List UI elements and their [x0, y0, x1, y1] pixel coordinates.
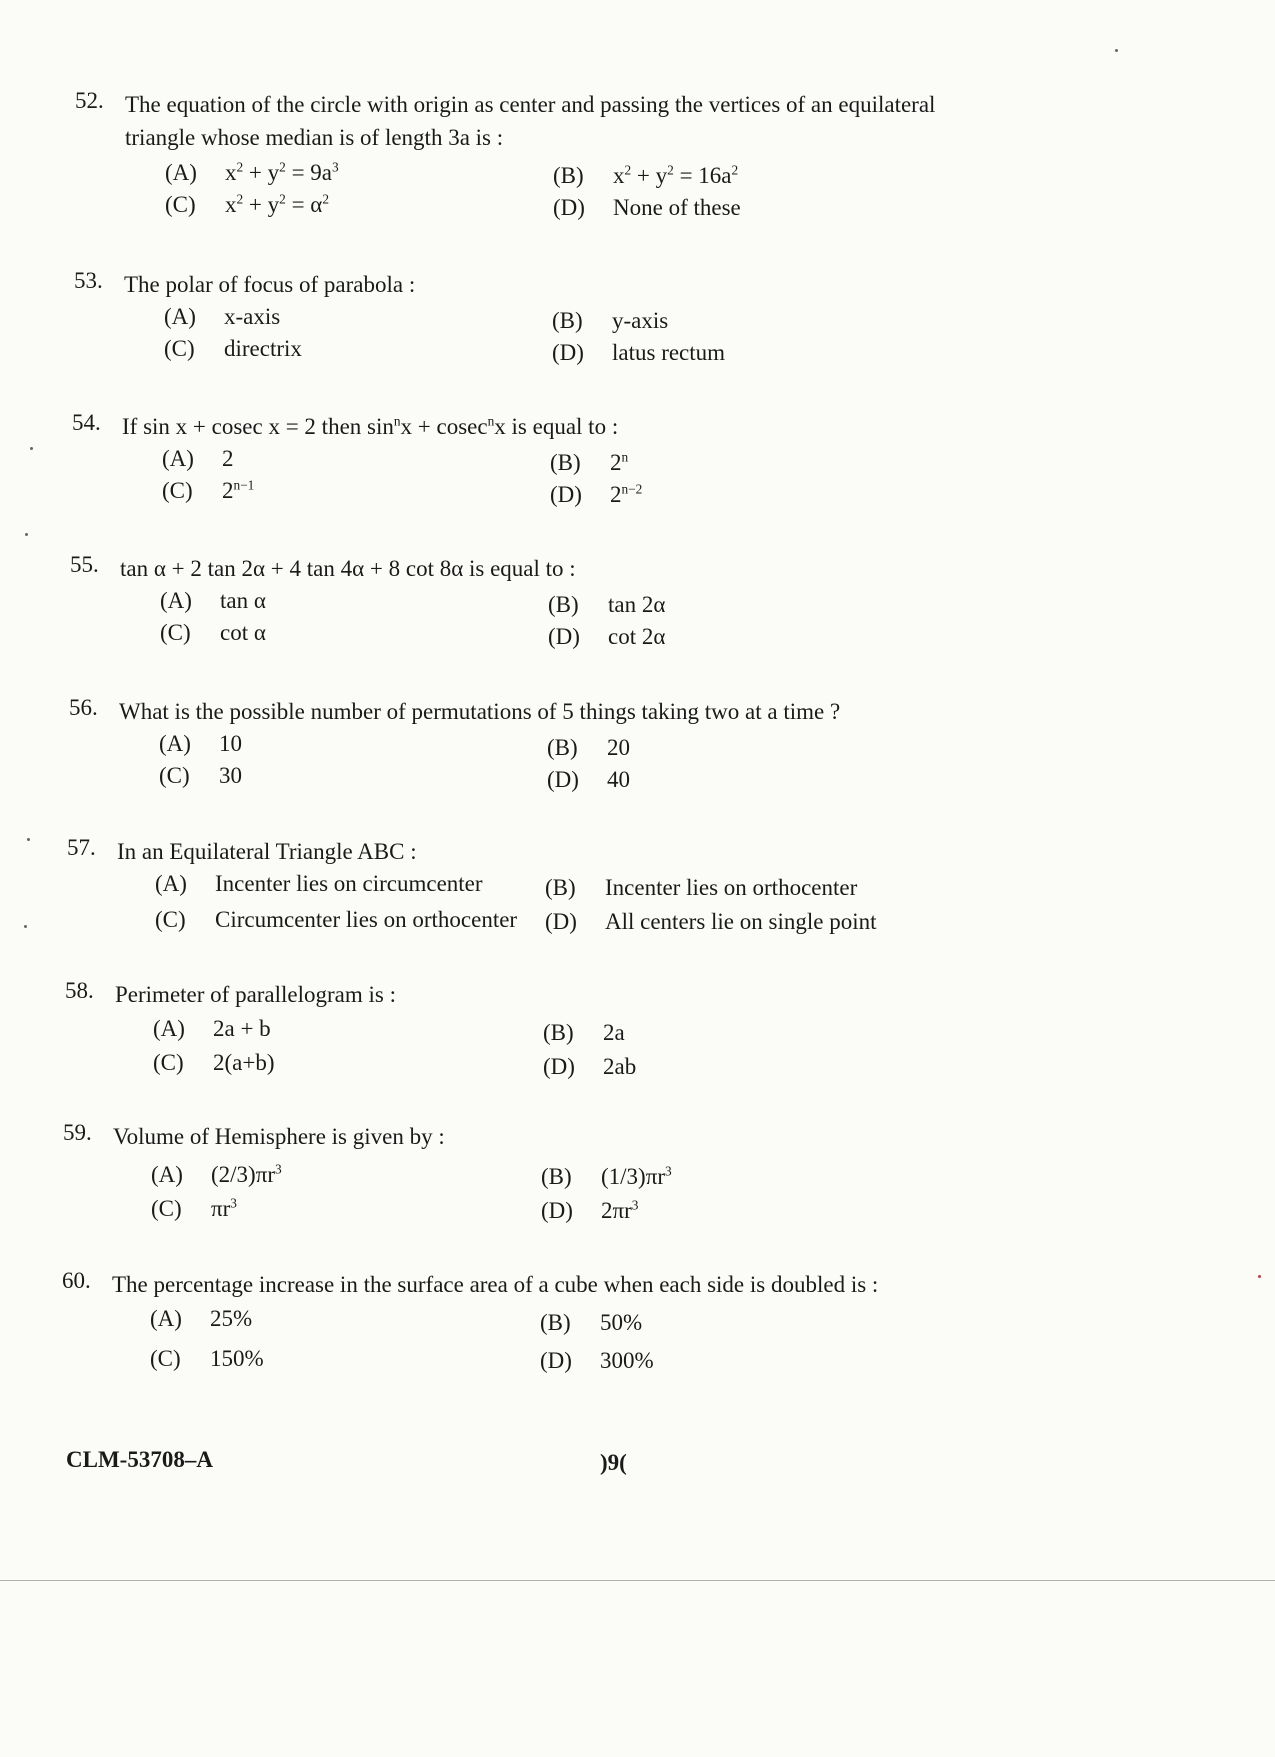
option-b[interactable]	[541, 1164, 672, 1190]
question-text: tan α + 2 tan 2α + 4 tan 4α + 8 cot 8α is equal to :	[120, 556, 576, 581]
option-label: (A)	[155, 871, 187, 896]
option-label: (B)	[547, 735, 578, 760]
question-number: 54.	[72, 410, 101, 435]
option-a[interactable]	[150, 1306, 252, 1332]
option-label: (D)	[543, 1054, 575, 1079]
option-label: (D)	[550, 482, 582, 507]
scan-speck	[25, 533, 28, 536]
question-text: If sin x + cosec x = 2 then $\sin^nx + cosec^nx$ is equal to :	[122, 413, 619, 439]
option-text: 25%	[210, 1306, 253, 1331]
option-text: $x^2 + y^2 = 16a^2$	[613, 162, 739, 188]
question-text: Perimeter of parallelogram is :	[115, 982, 397, 1007]
option-text: y-axis	[612, 308, 669, 333]
option-label: (B)	[541, 1164, 572, 1189]
question-text: Volume of Hemisphere is given by :	[113, 1124, 445, 1149]
option-a[interactable]	[151, 1162, 282, 1188]
option-label: (A)	[165, 160, 197, 185]
question-number: 55.	[70, 552, 99, 577]
option-text: cot α	[220, 620, 266, 645]
option-label: (A)	[160, 588, 192, 613]
question-number: 56.	[69, 695, 98, 720]
option-text: $(2/3)\pi r^3$	[211, 1161, 282, 1187]
option-text: 2(a+b)	[213, 1050, 275, 1075]
option-label: (B)	[540, 1310, 571, 1335]
option-text: 2$^n$	[610, 449, 629, 475]
option-a[interactable]	[164, 304, 280, 330]
question-text: In an Equilateral Triangle ABC :	[117, 839, 417, 864]
option-text: 30	[219, 763, 242, 788]
option-text: 2a + b	[213, 1016, 271, 1041]
scan-speck	[30, 447, 33, 450]
option-label: (A)	[159, 731, 191, 756]
option-text: tan α	[220, 588, 266, 613]
question-number: 60.	[62, 1268, 91, 1293]
option-a[interactable]	[155, 871, 483, 897]
option-d[interactable]	[547, 767, 630, 793]
option-text: Circumcenter lies on orthocenter	[215, 907, 518, 932]
question-number: 59.	[63, 1120, 92, 1145]
question-number: 53.	[74, 268, 103, 293]
option-a[interactable]	[165, 160, 339, 186]
option-text: 40	[607, 767, 630, 792]
option-label: (D)	[541, 1198, 573, 1223]
option-label: (A)	[164, 304, 196, 329]
scan-speck	[1115, 49, 1118, 52]
question-text: The percentage increase in the surface area of a cube when each side is doubled is :	[112, 1272, 879, 1297]
option-label: (B)	[553, 163, 584, 188]
option-c[interactable]	[162, 478, 254, 504]
option-text: 20	[607, 735, 630, 760]
option-b[interactable]	[553, 163, 738, 189]
option-b[interactable]	[547, 735, 630, 761]
option-text: None of these	[613, 195, 741, 220]
option-label: (C)	[151, 1196, 182, 1221]
option-label: (C)	[162, 478, 193, 503]
option-label: (B)	[550, 450, 581, 475]
option-b[interactable]	[540, 1310, 642, 1336]
page-number: )9(	[600, 1450, 627, 1475]
option-text: cot 2α	[608, 624, 666, 649]
scan-speck	[27, 838, 30, 841]
option-label: (C)	[164, 336, 195, 361]
option-b[interactable]	[550, 450, 628, 476]
option-d[interactable]	[541, 1198, 638, 1224]
option-label: (C)	[150, 1346, 181, 1371]
option-text: tan 2α	[608, 592, 666, 617]
question-text: The equation of the circle with origin as center and passing the vertices of an equilateral triangle whose median is of length 3a is :	[125, 92, 936, 150]
option-text: All centers lie on single point	[605, 909, 877, 934]
option-text: Incenter lies on circumcenter	[215, 871, 483, 896]
option-c[interactable]	[150, 1346, 264, 1372]
option-text: 150%	[210, 1346, 264, 1371]
option-label: (A)	[150, 1306, 182, 1331]
option-label: (B)	[543, 1020, 574, 1045]
option-c[interactable]	[159, 763, 242, 789]
option-b[interactable]	[552, 308, 668, 334]
option-label: (B)	[552, 308, 583, 333]
option-d[interactable]	[550, 482, 642, 508]
option-label: (A)	[153, 1016, 185, 1041]
option-text: $x^2 + y^2 = \alpha^2$	[225, 191, 330, 217]
option-d[interactable]	[553, 195, 741, 221]
option-label: (C)	[159, 763, 190, 788]
paper-code: CLM-53708–A	[66, 1447, 213, 1472]
question-number: 52.	[75, 88, 104, 113]
option-label: (D)	[552, 340, 584, 365]
option-label: (C)	[155, 907, 186, 932]
option-label: (D)	[553, 195, 585, 220]
option-label: (A)	[162, 446, 194, 471]
scan-speck	[1258, 1275, 1261, 1278]
option-a[interactable]	[153, 1016, 271, 1042]
question-text: The polar of focus of parabola :	[124, 272, 416, 297]
option-text: Incenter lies on orthocenter	[605, 875, 858, 900]
option-c[interactable]	[151, 1196, 237, 1222]
option-label: (C)	[160, 620, 191, 645]
option-text: $x^2 + y^2 = 9a^3$	[225, 159, 339, 185]
option-text: $2^{n-2}$	[610, 481, 643, 507]
option-d[interactable]	[548, 624, 665, 650]
option-c[interactable]	[160, 620, 266, 646]
option-label: (C)	[165, 192, 196, 217]
option-d[interactable]	[552, 340, 725, 366]
option-text: 10	[219, 731, 242, 756]
option-b[interactable]	[548, 592, 665, 618]
option-text: $(1/3)\pi r^3$	[601, 1163, 672, 1189]
option-label: (D)	[540, 1348, 572, 1373]
option-label: (B)	[545, 875, 576, 900]
option-text: x-axis	[224, 304, 281, 329]
option-label: (D)	[547, 767, 579, 792]
option-d[interactable]	[545, 909, 876, 935]
option-c[interactable]	[165, 192, 329, 218]
option-text: latus rectum	[612, 340, 726, 365]
option-text: $2\pi r^3$	[601, 1197, 639, 1223]
option-a[interactable]	[160, 588, 266, 614]
option-a[interactable]	[162, 446, 234, 472]
question-text: What is the possible number of permutations of 5 things taking two at a time ?	[119, 699, 841, 724]
option-c[interactable]	[164, 336, 302, 362]
option-label: (A)	[151, 1162, 183, 1187]
option-label: (D)	[545, 909, 577, 934]
option-label: (B)	[548, 592, 579, 617]
option-c[interactable]	[155, 907, 517, 933]
option-text: 2ab	[603, 1054, 637, 1079]
option-label: (C)	[153, 1050, 184, 1075]
option-text: 300%	[600, 1348, 654, 1373]
option-b[interactable]	[543, 1020, 625, 1046]
option-text: $2^{n-1}$	[222, 477, 255, 503]
scan-speck	[24, 925, 27, 928]
option-d[interactable]	[543, 1054, 636, 1080]
option-label: (D)	[548, 624, 580, 649]
option-text: $\pi r^3$	[211, 1195, 237, 1221]
option-text: 2a	[603, 1020, 625, 1045]
option-text: 50%	[600, 1310, 643, 1335]
option-text: directrix	[224, 336, 302, 361]
question-number: 58.	[65, 978, 94, 1003]
option-c[interactable]	[153, 1050, 275, 1076]
option-b[interactable]	[545, 875, 857, 901]
option-a[interactable]	[159, 731, 242, 757]
option-text: 2	[222, 446, 234, 471]
question-number: 57.	[67, 835, 96, 860]
page-divider	[0, 1580, 1275, 1581]
option-d[interactable]	[540, 1348, 654, 1374]
